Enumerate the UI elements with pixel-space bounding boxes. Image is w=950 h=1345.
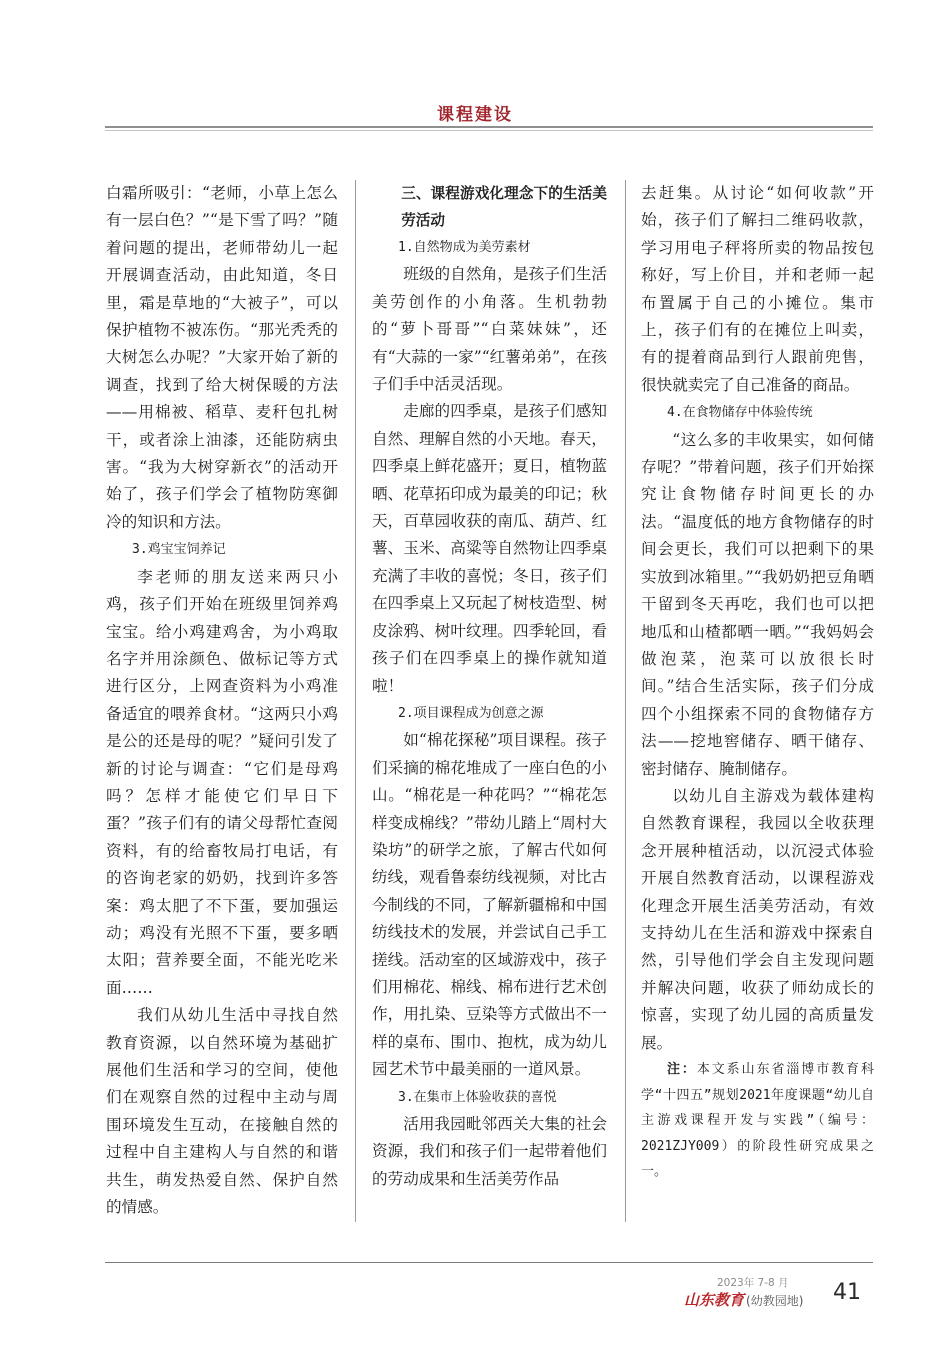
paragraph: 活用我园毗邻西关大集的社会资源，我们和孩子们一起带着他们的劳动成果和生活美劳作品 <box>372 1115 607 1188</box>
paragraph: 班级的自然角，是孩子们生活美劳创作的小角落。生机勃勃的“萝卜哥哥”“白菜妹妹”，还有“大蒜的一家”“红薯弟弟”，在孩子们手中活灵活现。 <box>372 265 607 394</box>
paragraph: 我们从幼儿生活中寻找自然教育资源，以自然环境为基础扩展他们生活和学习的空间，使他们在观察自然的过程中主动与周围环境发生互动，在接触自然的过程中自主建构人与自然的和谐共生，萌发热爱自然、保护自然的情感。 <box>106 1006 338 1217</box>
section-heading: 三、课程游戏化理念下的生活美劳活动 <box>401 185 607 229</box>
footnote-text: 本文系山东省淄博市教育科学“十四五”规划2021年度课题“幼儿自主游戏课程开发与实践”（编号：2021ZJY009）的阶段性研究成果之一。 <box>641 1062 874 1180</box>
column-1 <box>106 180 338 1221</box>
column-3 <box>641 180 874 1185</box>
header-rule <box>105 126 873 128</box>
journal-brand <box>684 1289 803 1310</box>
subheading-chick-raising: 3.鸡宝宝饲养记 <box>132 542 226 558</box>
header-rule-thin <box>105 130 873 131</box>
footnote-label: 注： <box>667 1062 697 1077</box>
subheading-market: 3.在集市上体验收获的喜悦 <box>398 1089 557 1105</box>
journal-subtitle: (幼教园地) <box>746 1294 804 1308</box>
subheading-project-course: 2.项目课程成为创意之源 <box>398 705 544 721</box>
issue-date: 2023年 7-8 月 <box>717 1277 789 1289</box>
footnote <box>641 1057 874 1185</box>
paragraph: 白霜所吸引：“老师，小草上怎么有一层白色？”“是下雪了吗？”随着问题的提出，老师带幼儿一起开展调查活动，由此知道，冬日里，霜是草地的“大被子”，可以保护植物不被冻伤。“那光秃秃的大树怎么办呢？”大家开始了新的调查，找到了给大树保暖的方法——用棉被、稻草、麦秆包扎树干，或者涂上油漆，还能防病虫害。“我为大树穿新衣”的活动开始了，孩子们学会了植物防寒御冷的知识和方法。 <box>106 184 338 531</box>
subheading-natural-materials: 1.自然物成为美劳素材 <box>398 240 531 255</box>
section-title: 课程建设 <box>437 105 513 125</box>
column-divider <box>625 180 626 1222</box>
paragraph: 走廊的四季桌，是孩子们感知自然、理解自然的小天地。春天，四季桌上鲜花盛开；夏日，植物蓝晒、花草拓印成为最美的印记；秋天，百草园收获的南瓜、葫芦、红薯、玉米、高粱等自然物让四季桌充满了丰收的喜悦；冬日，孩子们在四季桌上又玩起了树枝造型、树皮涂鸦、树叶纹理。四季轮回，看孩子们在四季桌上的操作就知道啦！ <box>372 402 607 695</box>
page-number: 41 <box>833 1280 861 1305</box>
footer-rule <box>105 1262 873 1263</box>
paragraph: 以幼儿自主游戏为载体建构自然教育课程，我园以全收获理念开展种植活动，以沉浸式体验开展自然教育活动，以课程游戏化理念开展生活美劳活动，有效支持幼儿在生活和游戏中探索自然，引导他们学会自主发现问题并解决问题，收获了师幼成长的惊喜，实现了幼儿园的高质量发展。 <box>641 786 874 1052</box>
column-2 <box>372 180 607 1193</box>
journal-logo: 山东教育 <box>684 1291 745 1309</box>
paragraph: 如“棉花探秘”项目课程。孩子们采摘的棉花堆成了一座白色的小山。“棉花是一种花吗？”“棉花怎样变成棉线？”带幼儿踏上“周村大染坊”的研学之旅，了解古代如何纺线，观看鲁泰纺线视频，对比古今制线的不同，了解新疆棉和中国纺线技术的发展，并尝试自己手工搓线。活动室的区域游戏中，孩子们用棉花、棉线、棉布进行艺术创作，用扎染、豆染等方式做出不一样的桌布、围巾、抱枕，成为幼儿园艺术节中最美丽的一道风景。 <box>372 731 607 1079</box>
paragraph: 李老师的朋友送来两只小鸡，孩子们开始在班级里饲养鸡宝宝。给小鸡建鸡舍，为小鸡取名字并用涂颜色、做标记等方式进行区分，上网查资料为小鸡准备适宜的喂养食材。“这两只小鸡是公的还是母的呢？”疑问引发了新的讨论与调查：“它们是母鸡吗？怎样才能使它们早日下蛋？”孩子们有的请父母帮忙查阅资料，有的给畜牧局打电话，有的咨询老家的奶奶，找到许多答案：鸡太肥了不下蛋，要加强运动；鸡没有光照不下蛋，要多晒太阳；营养要全面，不能光吃米面…… <box>106 567 338 997</box>
subheading-food-storage: 4.在食物储存中体验传统 <box>667 405 813 421</box>
paragraph: “这么多的丰收果实，如何储存呢？”带着问题，孩子们开始探究让食物储存时间更长的办法。“温度低的地方食物储存的时间会更长，我们可以把剩下的果实放到冰箱里。”“我奶奶把豆角晒干留到冬天再吃，我们也可以把地瓜和山楂都晒一晒。”“我妈妈会做泡菜，泡菜可以放很长时间。”结合生活实际，孩子们分成四个小组探索不同的食物储存方法——挖地窖储存、晒干储存、密封储存、腌制储存。 <box>641 430 874 778</box>
paragraph: 去赶集。从讨论“如何收款”开始，孩子们了解扫二维码收款，学习用电子秤将所卖的物品按包称好，写上价目，并和老师一起布置属于自己的小摊位。集市上，孩子们有的在摊位上叫卖，有的提着商品到行人跟前兜售，很快就卖完了自己准备的商品。 <box>641 184 874 394</box>
column-divider <box>355 180 356 1222</box>
